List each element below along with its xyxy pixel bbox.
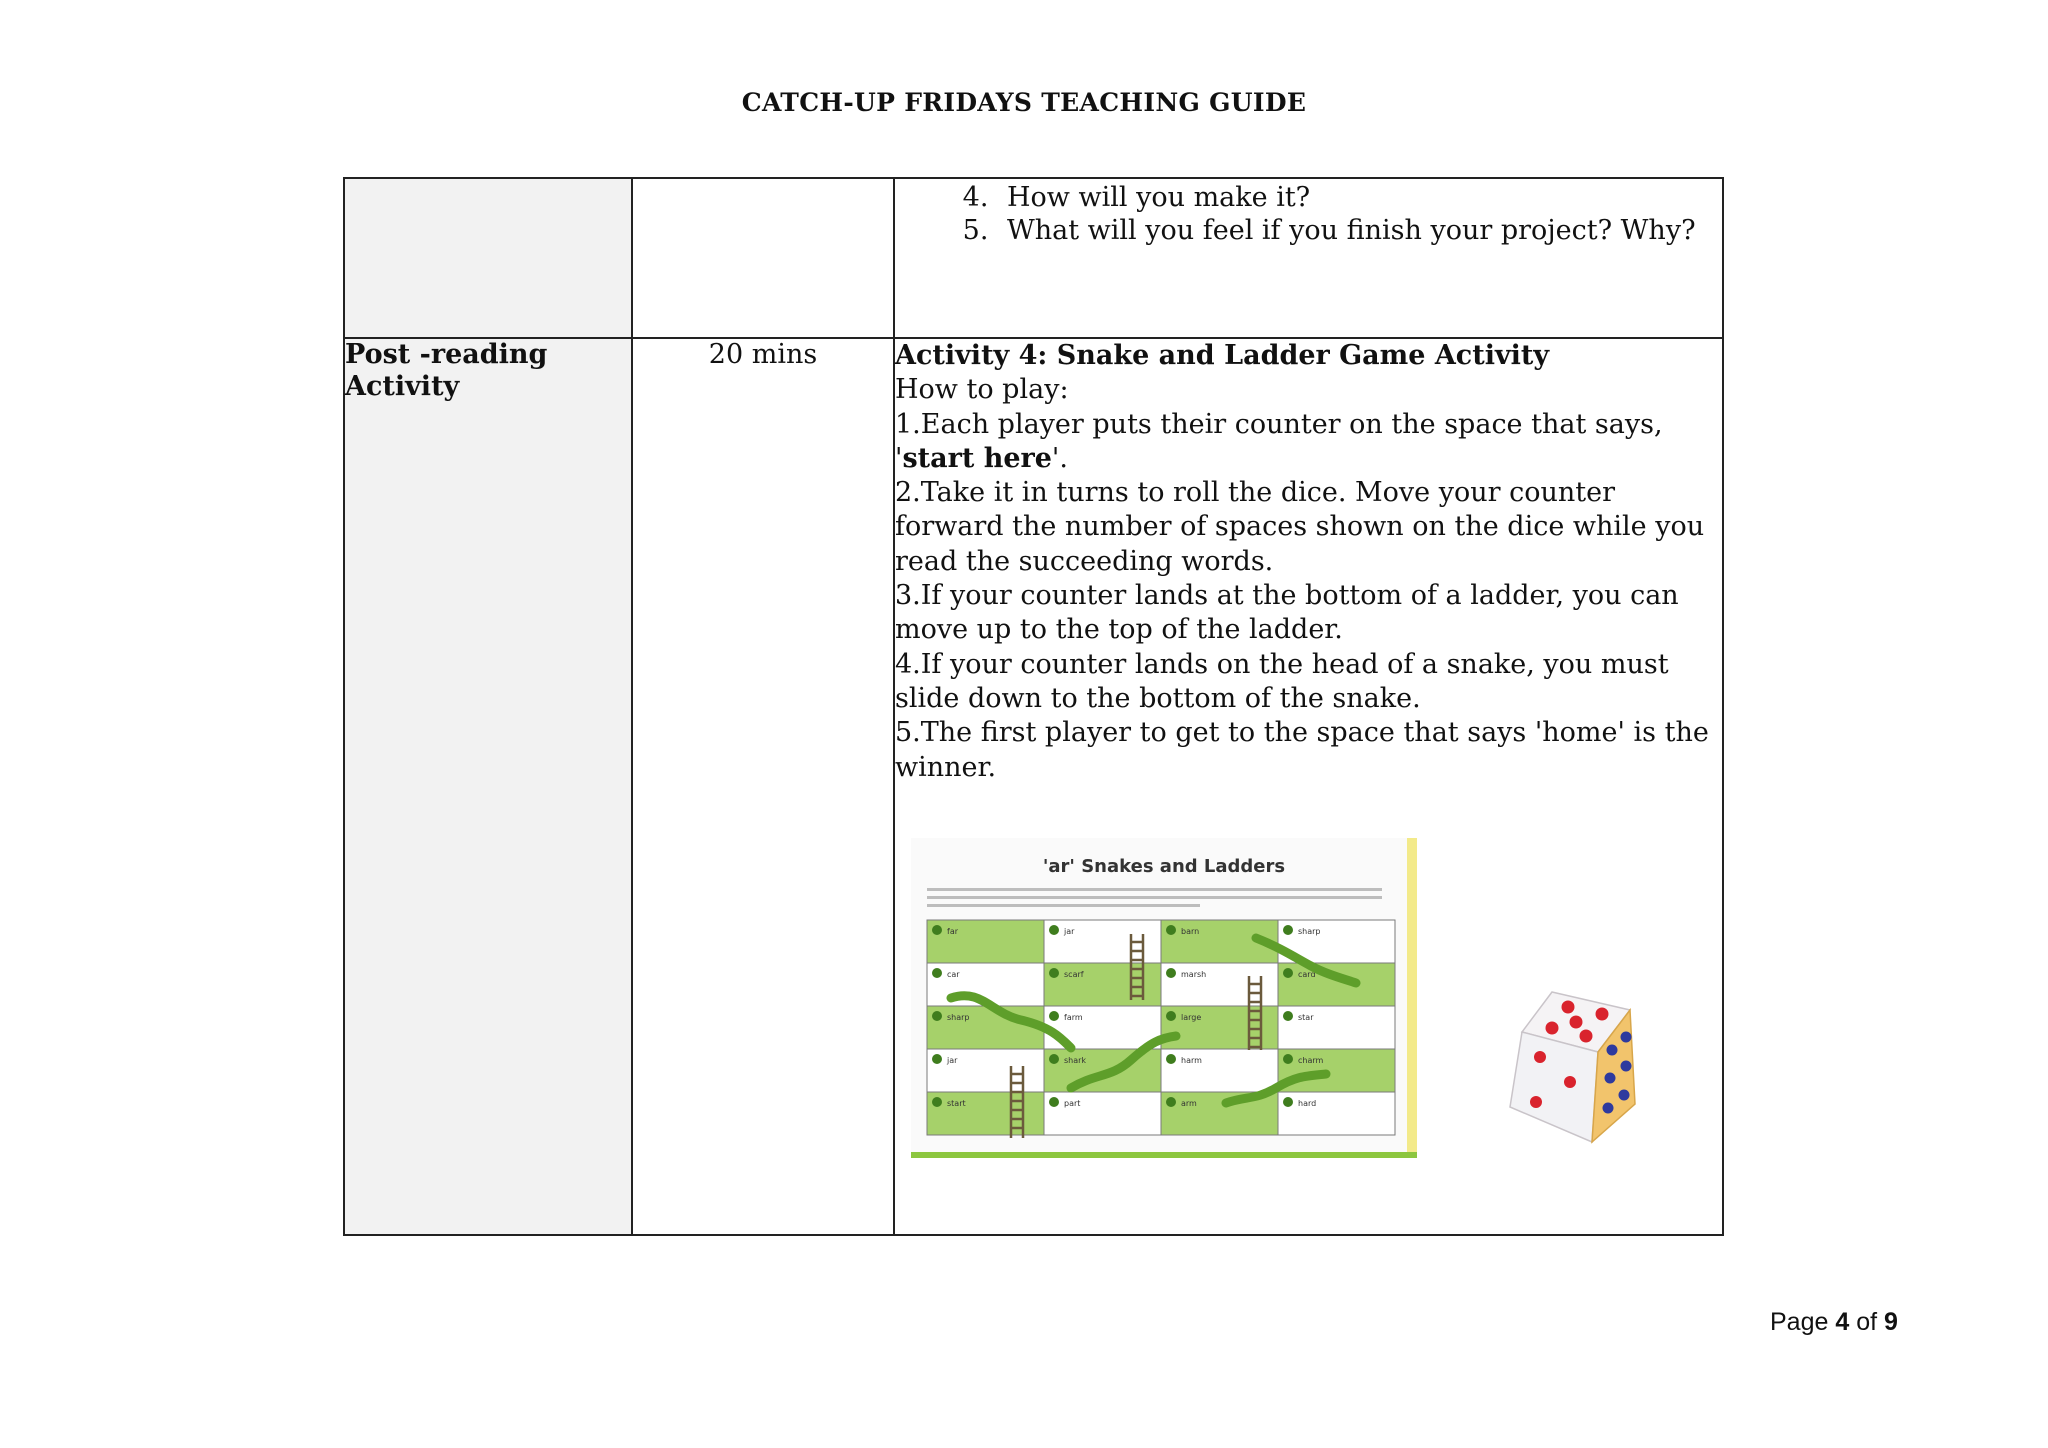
phase-cell-empty [344,178,632,338]
board-cell [927,920,1044,963]
document-title: CATCH-UP FRIDAYS TEACHING GUIDE [741,88,1307,117]
cell-number-dot [1283,968,1293,978]
board-cell [1278,1006,1395,1049]
cell-number-dot [1049,1011,1059,1021]
step-5: 5.The first player to get to the space that says 'home' is the winner. [895,717,1709,783]
quote-close: '. [1051,442,1068,474]
board-cell-label: shark [1064,1056,1087,1065]
board-cell-label: marsh [1181,970,1207,979]
cell-number-dot [1166,968,1176,978]
start-here-text: start here [902,442,1052,474]
board-title: 'ar' Snakes and Ladders [1042,856,1286,877]
board-cell [1044,1092,1161,1135]
board-bottom-strip [911,1152,1417,1158]
board-cell [1161,1049,1278,1092]
phase-cell [344,338,632,1235]
time-allotment: 20 mins [708,339,818,370]
board-cell [927,1006,1044,1049]
snakes-and-ladders-board-image [911,838,1417,1158]
board-cell [1278,1092,1395,1135]
step-3: 3.If your counter lands at the bottom of a ladder, you can move up to the top of the ladder. [895,580,1679,646]
board-cell-label: farm [1064,1013,1083,1022]
dice-icon [1480,982,1670,1152]
board-cell-label: jar [1064,927,1075,936]
board-cell-label: part [1064,1099,1081,1108]
time-cell [632,338,894,1235]
cell-number-dot [1166,1011,1176,1021]
page-total: 9 [1884,1308,1898,1336]
question-list [895,181,1722,247]
board-cell-label: card [1298,970,1316,979]
board-cell-label: sharp [947,1013,970,1022]
cell-number-dot [1049,1054,1059,1064]
cell-number-dot [1283,1097,1293,1107]
board-cell-label: harm [1181,1056,1202,1065]
cell-number-dot [932,1011,942,1021]
table-row [344,178,1723,338]
board-cell-label: start [947,1099,966,1108]
phase-label: Post -reading Activity [345,339,548,402]
cell-number-dot [1283,1054,1293,1064]
cell-number-dot [1166,1054,1176,1064]
board-cell-label: arm [1181,1099,1197,1108]
cell-number-dot [932,1054,942,1064]
cell-number-dot [1049,1097,1059,1107]
step-4: 4.If your counter lands on the head of a snake, you must slide down to the bottom of the snake. [895,648,1669,714]
step-1-text: 1.Each player puts their counter on the space that says, [895,408,1663,440]
cell-number-dot [1166,925,1176,935]
activity-cell-continued [894,178,1723,338]
list-item: 4. How will you make it? [997,181,1722,214]
board-cell-label: scarf [1064,970,1084,979]
board-cell-label: jar [947,1056,958,1065]
board-cell-label: barn [1181,927,1200,936]
board-cell [927,1092,1044,1135]
board-cell-label: charm [1298,1056,1324,1065]
page-label: Page [1770,1308,1829,1336]
board-cell [1278,963,1395,1006]
cell-number-dot [932,925,942,935]
board-cell-label: hard [1298,1099,1317,1108]
board-cell [1044,1049,1161,1092]
activity-title: Activity 4: Snake and Ladder Game Activity [895,340,1550,371]
board-cell-label: large [1181,1013,1202,1022]
board-cell [927,1049,1044,1092]
board-grid [911,838,1417,1158]
cell-number-dot [1049,925,1059,935]
step-2: 2.Take it in turns to roll the dice. Move your counter forward the number of spaces shown on the dice while you read the succeeding words. [895,477,1705,577]
board-cell-label: star [1298,1013,1314,1022]
step-1 [895,408,1722,477]
board-cell-label: sharp [1298,927,1321,936]
quote-open: ' [895,442,903,474]
cell-number-dot [1166,1097,1176,1107]
of-label: of [1856,1308,1878,1336]
cell-number-dot [1283,925,1293,935]
cell-number-dot [932,1097,942,1107]
page-number [1770,1308,1898,1337]
cell-number-dot [1049,968,1059,978]
board-cell-label: car [947,970,960,979]
how-to-play-heading: How to play: [895,374,1069,406]
board-edge [1407,838,1417,1158]
page-current: 4 [1835,1308,1850,1336]
time-cell-empty [632,178,894,338]
list-item: 5. What will you feel if you finish your project? Why? [997,214,1722,247]
board-cell [1278,1049,1395,1092]
cell-number-dot [1283,1011,1293,1021]
cell-number-dot [932,968,942,978]
board-cell-label: far [947,927,959,936]
